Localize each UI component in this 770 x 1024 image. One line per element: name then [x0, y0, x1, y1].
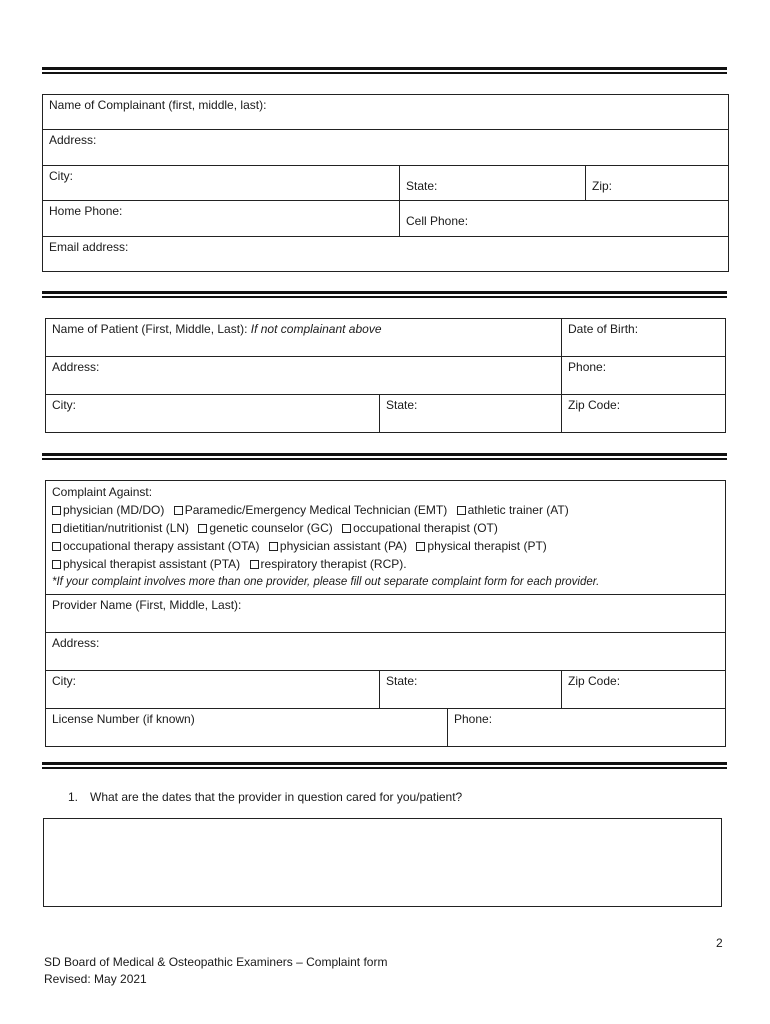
complainant-city-field[interactable] — [43, 166, 400, 201]
patient-dob-field[interactable] — [562, 319, 726, 357]
patient-phone-field[interactable] — [562, 357, 726, 395]
option-pt-assistant[interactable]: physical therapist assistant (PTA) — [52, 557, 240, 571]
section-divider — [42, 453, 727, 460]
provider-license-label: License Number (if known) — [52, 712, 195, 726]
patient-city-label: City: — [52, 398, 76, 412]
patient-phone-label: Phone: — [568, 360, 607, 374]
checkbox[interactable] — [52, 542, 61, 551]
patient-address-field[interactable] — [46, 357, 562, 395]
provider-phone-label: Phone: — [454, 712, 493, 726]
complainant-state-label: State: — [406, 178, 438, 193]
checkbox[interactable] — [269, 542, 278, 551]
patient-name-field[interactable] — [46, 319, 562, 357]
complainant-address-label: Address: — [49, 133, 97, 147]
provider-state-field[interactable] — [380, 671, 562, 709]
provider-city-field[interactable] — [46, 671, 380, 709]
complainant-address-field[interactable] — [43, 130, 729, 166]
section-divider — [42, 291, 727, 298]
patient-state-label: State: — [386, 398, 418, 412]
checkbox[interactable] — [52, 560, 61, 569]
checkbox[interactable] — [52, 506, 61, 515]
footer-revision: Revised: May 2021 — [44, 972, 147, 986]
section-divider — [42, 762, 727, 769]
provider-section — [45, 480, 726, 747]
provider-state-label: State: — [386, 674, 418, 688]
option-respiratory-therapist[interactable]: respiratory therapist (RCP). — [250, 557, 407, 571]
page-number: 2 — [716, 936, 723, 950]
complainant-zip-field[interactable] — [586, 166, 729, 201]
complainant-home-phone-field[interactable] — [43, 201, 400, 237]
patient-name-label: Name of Patient (First, Middle, Last): — [52, 322, 248, 336]
provider-name-label: Provider Name (First, Middle, Last): — [52, 598, 242, 612]
provider-phone-field[interactable] — [448, 709, 726, 747]
complainant-cell-phone-label: Cell Phone: — [406, 214, 469, 228]
question-text: What are the dates that the provider in question cared for you/patient? — [90, 790, 463, 804]
checkbox[interactable] — [457, 506, 466, 515]
complainant-home-phone-label: Home Phone: — [49, 204, 123, 218]
checkbox[interactable] — [342, 524, 351, 533]
checkbox[interactable] — [250, 560, 259, 569]
option-occupational-therapist[interactable]: occupational therapist (OT) — [342, 521, 498, 535]
complainant-name-field[interactable] — [43, 95, 729, 130]
patient-city-field[interactable] — [46, 395, 380, 433]
patient-dob-label: Date of Birth: — [568, 322, 639, 336]
provider-city-label: City: — [52, 674, 76, 688]
footer-title: SD Board of Medical & Osteopathic Examiners – Complaint form — [44, 955, 388, 969]
complainant-email-label: Email address: — [49, 240, 129, 254]
provider-address-field[interactable] — [46, 633, 726, 671]
option-paramedic-emt[interactable]: Paramedic/Emergency Medical Technician (EMT) — [174, 503, 448, 517]
provider-zip-field[interactable] — [562, 671, 726, 709]
provider-name-field[interactable] — [46, 595, 726, 633]
checkbox[interactable] — [416, 542, 425, 551]
patient-address-label: Address: — [52, 360, 100, 374]
patient-state-field[interactable] — [380, 395, 562, 433]
checkbox[interactable] — [52, 524, 61, 533]
complaint-against-label: Complaint Against: — [52, 485, 153, 499]
section-divider — [42, 67, 727, 74]
option-genetic-counselor[interactable]: genetic counselor (GC) — [198, 521, 332, 535]
checkbox[interactable] — [198, 524, 207, 533]
complainant-state-field[interactable] — [400, 166, 586, 201]
provider-license-field[interactable] — [46, 709, 448, 747]
patient-name-note: If not complainant above — [250, 322, 382, 336]
patient-section — [45, 318, 726, 433]
option-athletic-trainer[interactable]: athletic trainer (AT) — [457, 503, 569, 517]
question-1-answer-box[interactable] — [43, 818, 722, 907]
question-number: 1. — [68, 790, 79, 804]
patient-zip-field[interactable] — [562, 395, 726, 433]
question-1 — [68, 790, 462, 804]
provider-zip-label: Zip Code: — [568, 674, 621, 688]
complainant-city-label: City: — [49, 169, 73, 183]
complainant-name-label: Name of Complainant (first, middle, last): — [49, 98, 267, 112]
option-physician[interactable]: physician (MD/DO) — [52, 503, 164, 517]
option-physical-therapist[interactable]: physical therapist (PT) — [416, 539, 546, 553]
footer — [44, 954, 387, 988]
option-ot-assistant[interactable]: occupational therapy assistant (OTA) — [52, 539, 260, 553]
option-physician-assistant[interactable]: physician assistant (PA) — [269, 539, 407, 553]
complainant-section — [42, 94, 729, 272]
patient-zip-label: Zip Code: — [568, 398, 621, 412]
provider-address-label: Address: — [52, 636, 100, 650]
option-dietitian[interactable]: dietitian/nutritionist (LN) — [52, 521, 189, 535]
complainant-zip-label: Zip: — [592, 178, 613, 193]
complaint-against-field — [46, 481, 726, 595]
checkbox[interactable] — [174, 506, 183, 515]
multiple-provider-note: *If your complaint involves more than one provider, please fill out separate complaint form for each provider. — [52, 576, 600, 588]
complainant-email-field[interactable] — [43, 237, 729, 272]
complainant-cell-phone-field[interactable] — [400, 201, 729, 237]
